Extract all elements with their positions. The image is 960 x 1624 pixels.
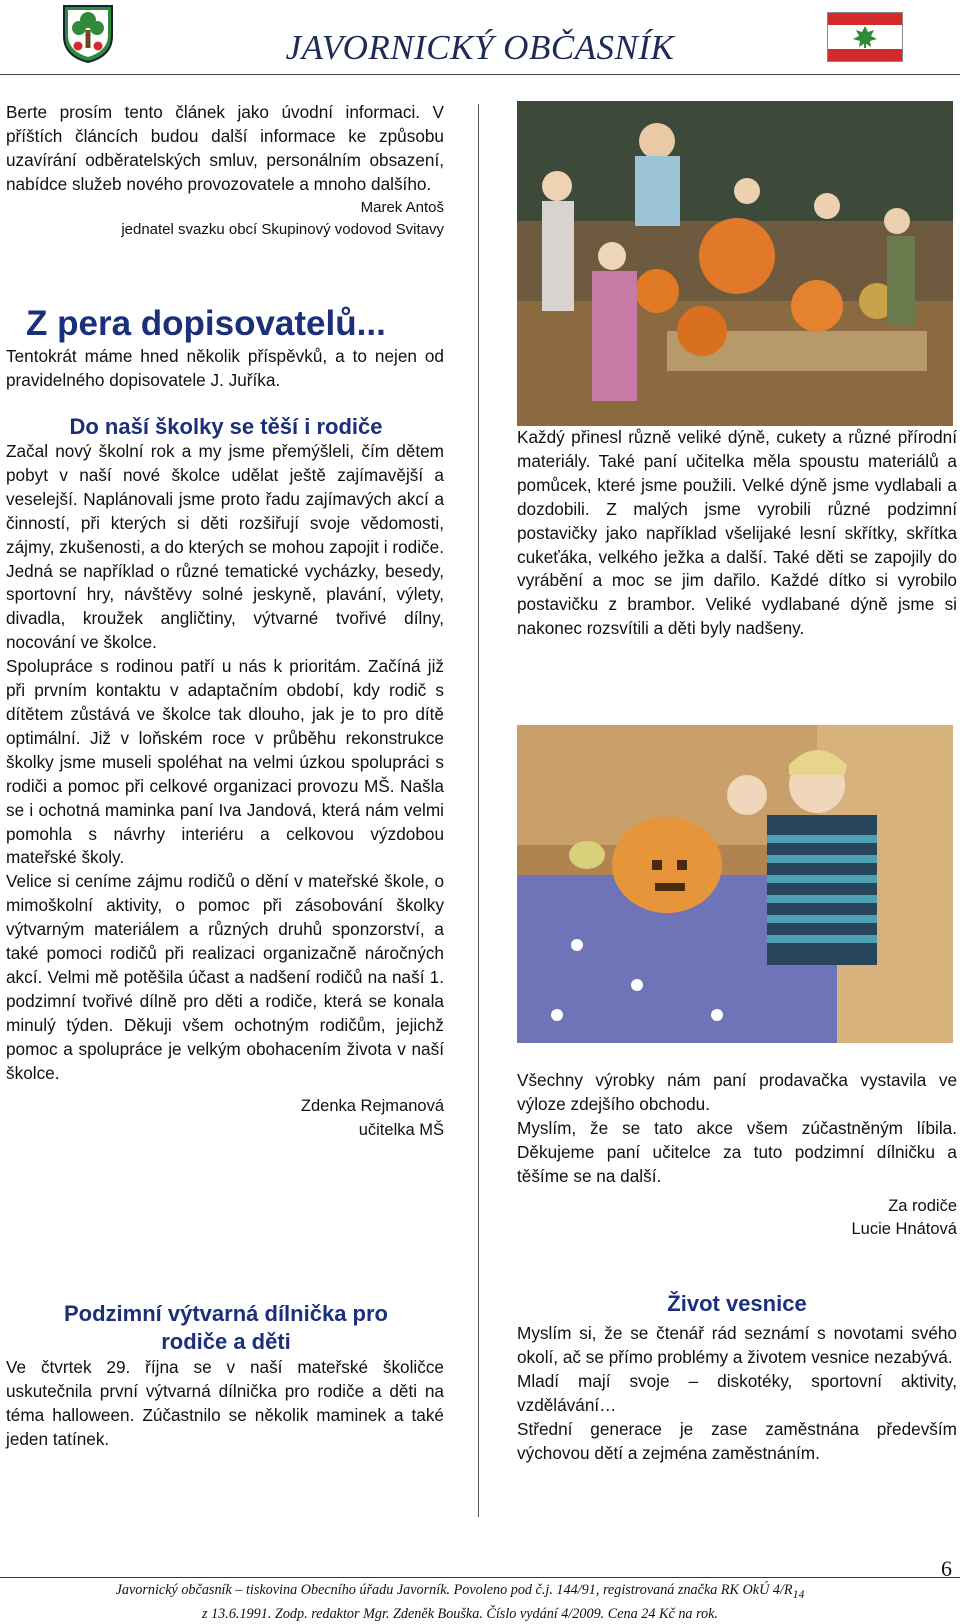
header-rule [0, 74, 960, 75]
article1-signature-name: Zdenka Rejmanová [300, 1097, 444, 1116]
article1-body [6, 440, 444, 1142]
footer-imprint [20, 1580, 900, 1624]
article1-signature-role: učitelka MŠ [358, 1120, 444, 1139]
footer-line-2: z 13.6.1991. Zodp. redaktor Mgr. Zdeněk Bouška. Číslo vydání 4/2009. Cena 24 Kč na rok. [202, 1605, 718, 1622]
intro-paragraph: Berte prosím tento článek jako úvodní informaci. V příštích článcích budou další informace ke způsobu uzavírání odběratelských smluv, personálním obsazení, nabídce služeb nového provozovatele a mnoho dalšího. [6, 102, 444, 194]
article2-paragraph-1: Ve čtvrtek 29. října se v naší mateřské školičce uskutečnila první výtvarná dílnička pro rodiče a děti na téma halloween. Zúčastnilo se několik maminek a také jeden tatínek. [6, 1357, 444, 1449]
article2-heading [6, 1300, 446, 1356]
photo-children-pumpkins-icon [517, 101, 953, 426]
masthead-title: JAVORNICKÝ OBČASNÍK [285, 28, 675, 67]
article3-paragraph-1: Myslím si, že se čtenář rád seznámí s novotami svého okolí, ač se přímo problémy a životem vesnice nezabývá. [517, 1323, 957, 1367]
article1-paragraph-2: Spolupráce s rodinou patří u nás k prioritám. Začíná již při prvním kontaktu v adaptačním období, kdy rodič s dítětem zůstává ve školce tak dlouho, jak je to pro dítě optimální. Již v loňském roce v průběhu rekonstrukce školky jsme museli spoléhat na velmi úzkou spolupráci s rodiči a pomoc při celkové organizaci provozu MŠ. Našla se i ochotná maminka paní Iva Jandová, která nám velmi pomohla s návrhy interiéru a celkovou výzdobou mateřské školy. [6, 656, 444, 868]
intro-signature [6, 197, 444, 241]
article3-heading [517, 1290, 957, 1318]
section-heading-block [26, 304, 456, 344]
photo-mother-child-pumpkin-icon [517, 725, 953, 1043]
intro-signature-name: Marek Antoš [360, 198, 444, 216]
article3-paragraph-3: Střední generace je zase zaměstnána především výchovou dětí a zejména zaměstnáním. [517, 1418, 957, 1463]
article3-paragraph-2: Mladí mají svoje – diskotéky, sportovní aktivity, vzdělávání… [517, 1370, 957, 1415]
article1-heading [6, 413, 446, 441]
article2-body [6, 1356, 444, 1452]
right-signature-line2: Lucie Hnátová [851, 1220, 957, 1239]
right-paragraph-1: Každý přinesl různě veliké dýně, cukety a různé přírodní materiály. Také paní učitelka měla spoustu materiálů a pomůcek, které jsme použili. Velké dýně jsme vydlabali a dozdobili. Z malých jsme vyrobili různé podzimní postavičky jako například všelijaké lesní skřítky, skřítka cukeťáka, velkého ježka a další. Také děti se zapojily do vyrábění a moc se jim dařilo. Každé dítko si vyrobilo postavičku z brambor. Veliké vydlabané dýně jsme si nakonec rozsvítili a děti byly nadšeny. [517, 427, 957, 639]
right-paragraph-2: Všechny výrobky nám paní prodavačka vystavila ve výloze zdejšího obchodu. [517, 1070, 957, 1114]
article1-title: Do naší školky se těší i rodiče [69, 414, 383, 439]
right-paragraph-3: Myslím, že se tato akce všem zúčastněným líbila. Děkujeme paní učitelce za tuto podzimní dílničku a těšíme se na další. [517, 1117, 957, 1186]
article2-title-line2: rodiče a děti [161, 1329, 291, 1354]
section-intro-block [6, 345, 444, 393]
footer-rule [0, 1577, 960, 1578]
flag-icon [827, 12, 903, 62]
footer-registration-subscript: 14 [792, 1586, 805, 1601]
coat-of-arms-icon [60, 2, 116, 64]
right-signature-line1: Za rodiče [888, 1196, 957, 1215]
intro-signature-role: jednatel svazku obcí Skupinový vodovod Svitavy [121, 220, 444, 238]
article1-paragraph-3: Velice si ceníme zájmu rodičů o dění v mateřské škole, o mimoškolní aktivity, o pomoc při zásobování školky výtvarným materiálem a různých druhů sponzorství, a také pomoci rodičů při realizaci organizačně náročných akcí. Velmi mě potěšila účast a nadšení rodičů na naší 1. podzimní tvořivé dílně pro děti a rodiče, která se konala minulý týden. Děkuji všem ochotným rodičům, jejichž pomoc a spolupráce je velkým obohacením života v naší školce. [6, 871, 444, 1083]
article3-title: Život vesnice [667, 1291, 807, 1316]
section-intro: Tentokrát máme hned několik příspěvků, a to nejen od pravidelného dopisovatele J. Juříka. [6, 346, 444, 390]
right-signature [517, 1195, 957, 1242]
footer-line-1-text: Javornický občasník – tiskovina Obecního úřadu Javorník. Povoleno pod č.j. 144/91, registrovaná značka RK OkÚ 4/R [115, 1582, 793, 1598]
article3-body [517, 1322, 957, 1465]
footer-line-1 [20, 1580, 900, 1604]
right-article-body-2 [517, 1069, 957, 1242]
left-column [6, 101, 444, 241]
page-number: 6 [941, 1556, 952, 1581]
section-title: Z pera dopisovatelů... [26, 304, 386, 343]
column-divider [478, 104, 479, 1517]
article2-title-line1: Podzimní výtvarná dílnička pro [64, 1301, 388, 1326]
article1-paragraph-1: Začal nový školní rok a my jsme přemýšleli, čím dětem pobyt v naší nové školce udělat ještě zajímavější a veselejší. Naplánovali jsme proto řadu zajímavých akcí a činností, při kterých si děti rozšiřují svoje vědomosti, zájmy, zkušenosti, a do kterých se mohou zapojit i rodiče. Jedná se například o různé tematické vycházky, besedy, sportovní hry, návštěvy solné jeskyně, plavání, výlety, divadla, kroužek angličtiny, výtvarné tvořivé dílny, nocování ve školce. [6, 441, 444, 653]
article1-signature [6, 1095, 444, 1142]
right-article-body [517, 426, 957, 641]
